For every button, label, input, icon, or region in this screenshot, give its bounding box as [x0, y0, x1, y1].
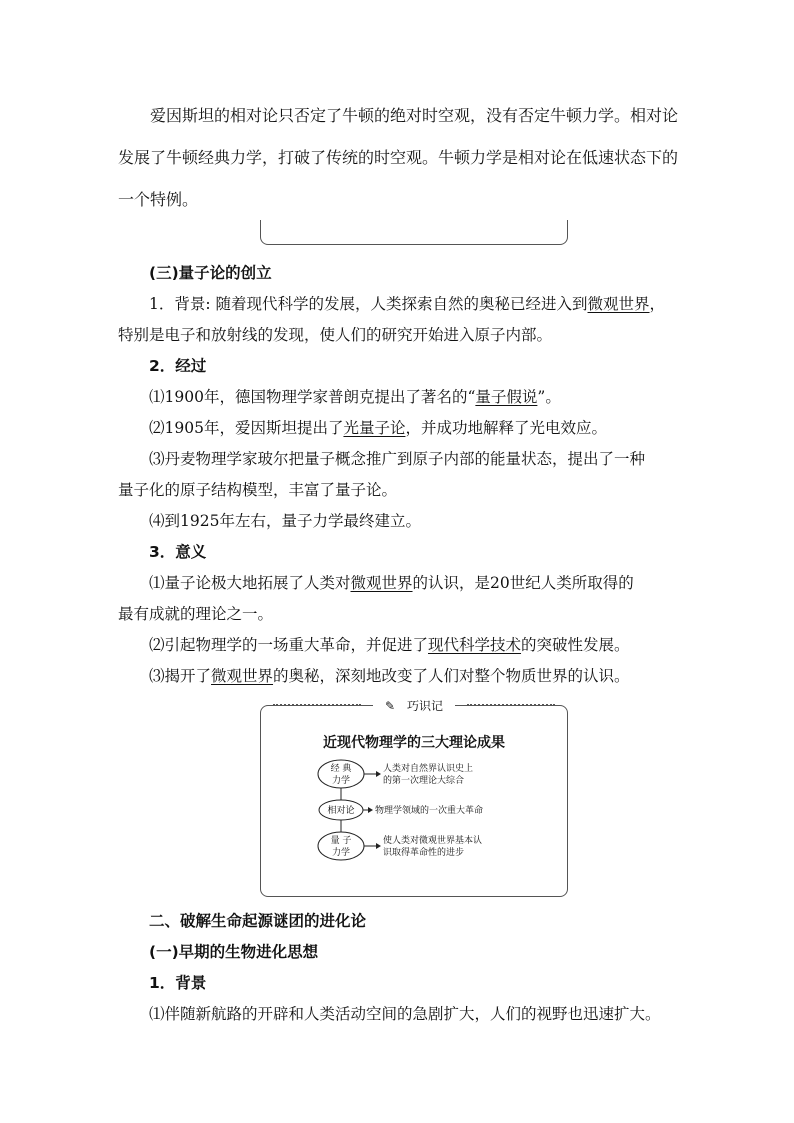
m3-text: ⑶揭开了	[149, 667, 212, 685]
quantum-section	[118, 258, 678, 692]
arrowhead-quantum	[376, 843, 381, 849]
tip-title: 近现代物理学的三大理论成果	[323, 735, 505, 751]
arrowhead-relativity	[368, 807, 373, 813]
node-relativity-label: 相对论	[327, 806, 355, 816]
process-item-1	[118, 382, 678, 413]
bg-underlined: 微观世界	[587, 295, 650, 313]
node-classical-desc-1: 人类对自然界认识史上	[383, 764, 474, 774]
intro-line-1: 爱因斯坦的相对论只否定了牛顿的绝对时空观，没有否定牛顿力学。相对论	[150, 106, 679, 125]
meaning-heading: 3．意义	[149, 543, 207, 561]
three-theories-diagram	[316, 756, 516, 871]
m2-underlined: 现代科学技术	[428, 636, 522, 654]
p2-underlined: 光量子论	[343, 419, 406, 437]
section-heading-quantum: (三)量子论的创立	[149, 264, 272, 282]
node-classical-label-1: 经 典	[330, 764, 352, 774]
meaning-item-1-line-2: 最有成就的理论之一。	[118, 605, 274, 623]
note-box-bottom-border	[260, 220, 568, 245]
node-quantum-desc-2: 识取得革命性的进步	[383, 848, 465, 858]
p2-suffix: ，并成功地解释了光电效应。	[405, 419, 607, 437]
m2-text: ⑵引起物理学的一场重大革命，并促进了	[149, 636, 429, 654]
p1-text: ⑴1900年，德国物理学家普朗克提出了著名的“	[149, 388, 476, 406]
part2-subheading: (一)早期的生物进化思想	[149, 943, 319, 961]
p1-suffix: ”。	[537, 388, 561, 406]
process-heading: 2．经过	[149, 357, 207, 375]
node-quantum-label-2: 力学	[331, 848, 351, 858]
part2-background-heading: 1．背景	[149, 974, 207, 992]
node-quantum-desc-1: 使人类对微观世界基本认	[383, 836, 483, 846]
process-item-3-line-2: 量子化的原子结构模型，丰富了量子论。	[118, 481, 398, 499]
meaning-item-3	[118, 661, 678, 692]
process-item-4: ⑷到1925年左右，量子力学最终建立。	[149, 512, 421, 530]
m2-suffix: 的突破性发展。	[521, 636, 630, 654]
bg-text: 1．背景: 随着现代科学的发展，人类探索自然的奥秘已经进入到	[149, 295, 588, 313]
m1-text: ⑴量子论极大地拓展了人类对	[149, 574, 351, 592]
m3-suffix: 的奥秘，深刻地改变了人们对整个物质世界的认识。	[273, 667, 630, 685]
arrowhead-classical	[376, 771, 381, 777]
part2-background-item-1: ⑴伴随新航路的开辟和人类活动空间的急剧扩大，人们的视野也迅速扩大。	[149, 1005, 661, 1023]
node-quantum-label-1: 量 子	[330, 836, 352, 846]
lightbulb-icon: ✎	[379, 699, 401, 713]
evolution-section	[118, 906, 678, 1030]
bg-suffix: ，	[649, 295, 666, 313]
part2-heading: 二、破解生命起源谜团的进化论	[149, 912, 367, 930]
meaning-item-1	[118, 568, 678, 599]
process-item-2	[118, 413, 678, 444]
node-classical-desc-2: 的第一次理论大综合	[383, 776, 465, 786]
p2-text: ⑵1905年，爱因斯坦提出了	[149, 419, 344, 437]
tip-header	[261, 697, 567, 714]
node-relativity-desc: 物理学领域的一次重大革命	[375, 806, 484, 816]
p1-underlined: 量子假说	[475, 388, 538, 406]
process-item-3: ⑶丹麦物理学家玻尔把量子概念推广到原子内部的能量状态，提出了一种	[149, 450, 646, 468]
m1-underlined: 微观世界	[350, 574, 413, 592]
background-paragraph	[118, 289, 678, 320]
memory-tip-box	[260, 699, 568, 897]
intro-line-2: 发展了牛顿经典力学，打破了传统的时空观。牛顿力学是相对论在低速状态下的	[118, 148, 679, 167]
tip-header-label: 巧识记	[401, 699, 449, 713]
meaning-item-2	[118, 630, 678, 661]
m1-suffix: 的认识，是20世纪人类所取得的	[412, 574, 634, 592]
background-paragraph-line-2: 特别是电子和放射线的发现，使人们的研究开始进入原子内部。	[118, 326, 553, 344]
m3-underlined: 微观世界	[211, 667, 274, 685]
relativity-summary	[118, 95, 678, 221]
node-classical-label-2: 力学	[331, 776, 351, 786]
intro-line-3: 一个特例。	[118, 190, 199, 209]
